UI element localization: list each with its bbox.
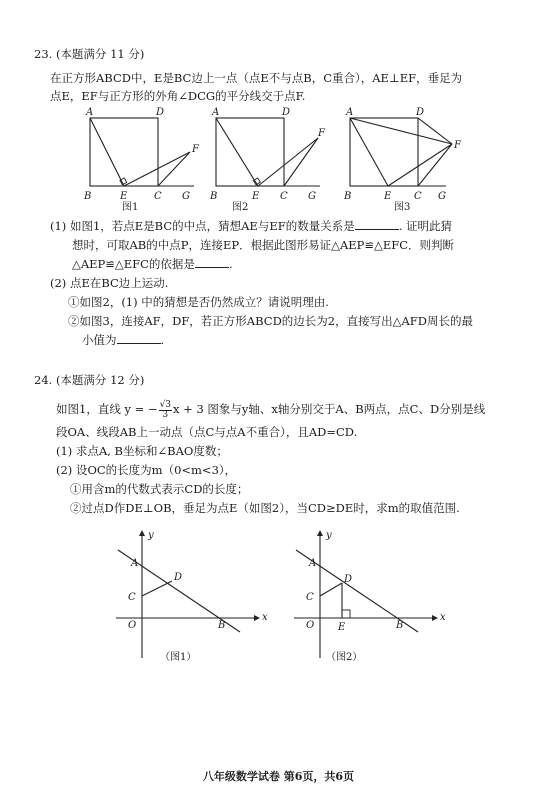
label-d: D bbox=[416, 107, 425, 118]
segment-ae bbox=[90, 118, 124, 186]
q24-part2-i: ①用含m的代数式表示CD的长度； bbox=[70, 482, 249, 496]
label-a: A bbox=[309, 558, 317, 569]
segment-ef bbox=[258, 138, 318, 186]
label-a: A bbox=[86, 107, 94, 118]
label-c: C bbox=[306, 592, 314, 603]
segment-ae bbox=[350, 118, 388, 186]
q24-stem-line1 bbox=[56, 398, 485, 420]
segment-ae bbox=[216, 118, 258, 186]
label-a: A bbox=[212, 107, 220, 118]
q23-figure-3 bbox=[342, 107, 472, 213]
q23-stem-line2: 点E，EF与正方形的外角∠DCG的平分线交于点F. bbox=[50, 89, 306, 103]
segment-cf bbox=[284, 138, 318, 186]
label-a: A bbox=[346, 107, 354, 118]
q23-part1-text-b: . 证明此猜 bbox=[398, 219, 453, 233]
y-axis-arrow bbox=[139, 530, 145, 536]
q24-stem-text-a: 如图1，直线 y = − bbox=[56, 402, 158, 416]
label-g: G bbox=[182, 191, 190, 202]
q24-stem-text-b: x + 3 图象与y轴、x轴分别交于A、B两点，点C、D分别是线 bbox=[173, 402, 486, 416]
q23-part1-line1 bbox=[50, 218, 452, 234]
q24-figure-2 bbox=[282, 528, 452, 678]
segment-cf bbox=[158, 152, 190, 186]
label-e: E bbox=[252, 191, 260, 202]
label-b: B bbox=[344, 191, 352, 202]
page-footer: 八年级数学试卷 第6页，共6页 bbox=[202, 770, 355, 783]
label-x: x bbox=[262, 612, 268, 623]
q23-stem-line1: 在正方形ABCD中，E是BC边上一点（点E不与点B，C重合），AE⊥EF，垂足为 bbox=[50, 71, 463, 85]
label-c: C bbox=[128, 592, 136, 603]
q23-part1-line3 bbox=[72, 256, 233, 272]
label-e: E bbox=[338, 622, 346, 633]
label-a: A bbox=[131, 558, 139, 569]
label-o: O bbox=[128, 620, 137, 631]
answer-blank-2[interactable] bbox=[195, 257, 229, 268]
q24-part2: (2) 设OC的长度为m（0<m<3）， bbox=[56, 463, 237, 477]
fig3-caption: 图3 bbox=[394, 202, 411, 213]
label-g: G bbox=[308, 191, 316, 202]
fraction-denominator: 3 bbox=[162, 409, 169, 420]
q24-fig1-caption: （图1） bbox=[160, 652, 197, 663]
q23-part2-ii-text-c: . bbox=[160, 333, 165, 347]
label-g: G bbox=[438, 191, 446, 202]
fig2-caption: 图2 bbox=[232, 202, 249, 213]
q23-part2-ii-text-b: 小值为 bbox=[82, 333, 117, 347]
label-o: O bbox=[306, 620, 315, 631]
label-b: B bbox=[84, 191, 92, 202]
q23-header: 23. (本题满分 11 分) bbox=[34, 47, 145, 61]
label-f: F bbox=[454, 140, 461, 151]
y-axis-arrow bbox=[317, 530, 323, 536]
label-f: F bbox=[192, 144, 199, 155]
x-axis-arrow bbox=[254, 615, 260, 621]
segment-ef bbox=[388, 144, 452, 186]
q23-part2-i: ①如图2，(1) 中的猜想是否仍然成立？请说明理由. bbox=[68, 295, 329, 309]
segment-ef bbox=[124, 152, 190, 186]
label-b: B bbox=[396, 620, 404, 631]
x-axis-arrow bbox=[432, 615, 438, 621]
segment-cd bbox=[142, 581, 172, 596]
q23-part1-text-a: (1) 如图1，若点E是BC的中点，猜想AE与EF的数量关系是 bbox=[50, 219, 355, 233]
label-c: C bbox=[154, 191, 162, 202]
label-d: D bbox=[344, 574, 353, 585]
square-abcd bbox=[350, 118, 418, 186]
q23-figure-2 bbox=[208, 107, 328, 213]
square-abcd bbox=[90, 118, 158, 186]
label-y: y bbox=[148, 530, 154, 541]
q23-part2-ii-line2 bbox=[82, 332, 164, 348]
label-b: B bbox=[210, 191, 218, 202]
label-y: y bbox=[326, 530, 332, 541]
q23-part1-line2: 想时，可取AB的中点P，连接EP．根据此图形易证△AEP≌△EFC．则判断 bbox=[72, 238, 455, 252]
q24-figure-1 bbox=[104, 528, 274, 678]
square-abcd bbox=[216, 118, 284, 186]
label-e: E bbox=[384, 191, 392, 202]
q24-stem-line2: 段OA、线段AB上一动点（点C与点A不重合），且AD=CD. bbox=[56, 425, 358, 439]
label-d: D bbox=[156, 107, 165, 118]
q24-part2-ii: ②过点D作DE⊥OB，垂足为点E（如图2），当CD≥DE时，求m的取值范围. bbox=[70, 501, 460, 515]
answer-blank-1[interactable] bbox=[355, 219, 399, 230]
label-f: F bbox=[318, 128, 325, 139]
q24-part1: (1) 求点A, B坐标和∠BAO度数； bbox=[56, 444, 228, 458]
segment-cd bbox=[320, 583, 342, 596]
label-b: B bbox=[218, 620, 226, 631]
fraction-numerator: √3 bbox=[159, 399, 172, 410]
label-e: E bbox=[120, 191, 128, 202]
q23-part1-text-d: △AEP≌△EFC的依据是 bbox=[72, 257, 195, 271]
q23-figure-1 bbox=[82, 107, 202, 213]
label-x: x bbox=[440, 612, 446, 623]
label-c: C bbox=[414, 191, 422, 202]
fraction-sqrt3-over-3 bbox=[159, 401, 172, 420]
label-c: C bbox=[280, 191, 288, 202]
q24-header: 24. (本题满分 12 分) bbox=[34, 373, 145, 387]
fig1-caption: 图1 bbox=[122, 202, 139, 213]
q24-fig2-caption: （图2） bbox=[326, 652, 363, 663]
right-angle-mark bbox=[342, 610, 350, 618]
label-d: D bbox=[282, 107, 291, 118]
q23-part1-text-e: . bbox=[228, 257, 233, 271]
label-d: D bbox=[174, 572, 183, 583]
q23-part2: (2) 点E在BC边上运动. bbox=[50, 276, 169, 290]
segment-cf bbox=[418, 144, 452, 186]
q23-part2-ii-line1: ②如图3，连接AF，DF，若正方形ABCD的边长为2，直接写出△AFD周长的最 bbox=[68, 314, 473, 328]
segment-af bbox=[350, 118, 452, 144]
answer-blank-3[interactable] bbox=[117, 333, 161, 344]
